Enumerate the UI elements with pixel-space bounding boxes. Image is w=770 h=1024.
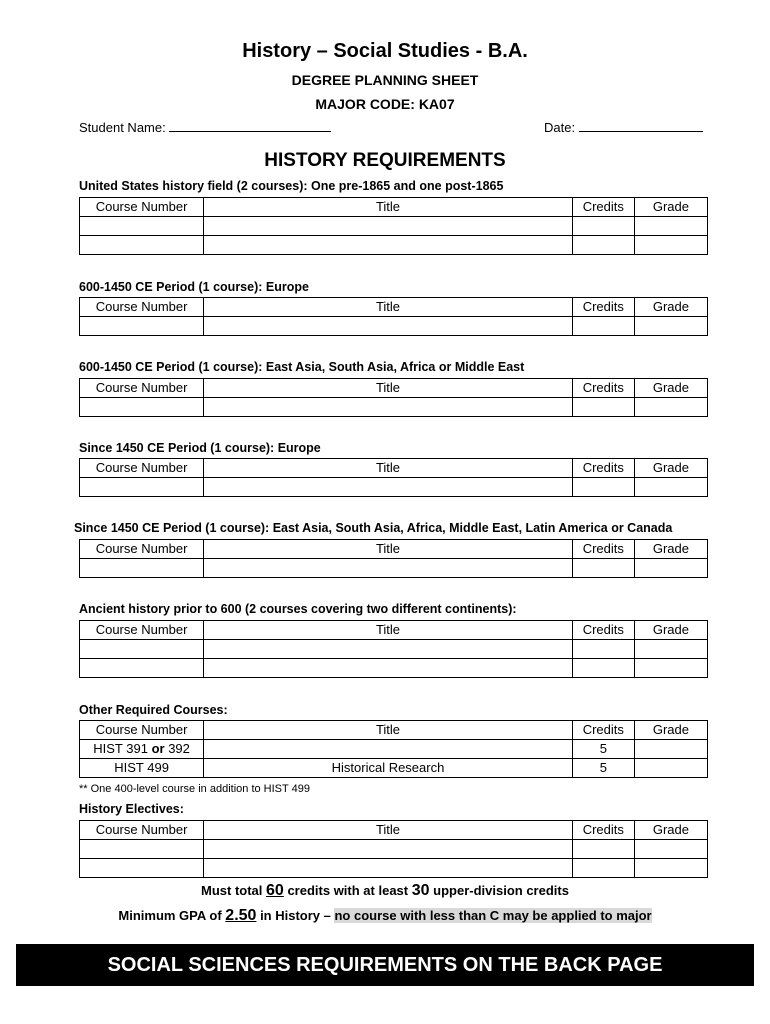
header-credits: Credits	[572, 721, 634, 740]
course-option-b: 392	[168, 741, 190, 756]
header-title: Title	[204, 198, 573, 217]
gpa-line	[0, 907, 770, 925]
table-header-row	[80, 198, 708, 217]
title-cell[interactable]	[204, 840, 573, 859]
header-credits: Credits	[572, 821, 634, 840]
course-table-ancient-history	[79, 620, 708, 678]
table-header-row	[80, 459, 708, 478]
gpa-text-b: in History –	[260, 908, 331, 923]
course-or: or	[151, 741, 165, 756]
header-credits: Credits	[572, 540, 634, 559]
grade-cell[interactable]	[634, 859, 707, 878]
title-cell[interactable]	[204, 559, 573, 578]
table-row	[80, 859, 708, 878]
credits-cell[interactable]	[572, 840, 634, 859]
table-row	[80, 740, 708, 759]
header-grade: Grade	[634, 821, 707, 840]
gpa-text-a: Minimum GPA of	[118, 908, 222, 923]
course-table-us-history	[79, 197, 708, 255]
table-header-row	[80, 821, 708, 840]
grade-cell[interactable]	[634, 217, 707, 236]
header-title: Title	[204, 379, 573, 398]
header-course-number: Course Number	[80, 379, 204, 398]
table-header-row	[80, 298, 708, 317]
group-label-since-1450-europe: Since 1450 CE Period (1 course): Europe	[79, 441, 321, 455]
table-row	[80, 759, 708, 778]
student-name-field[interactable]	[169, 119, 331, 132]
student-name-label: Student Name:	[79, 120, 166, 135]
table-row	[80, 840, 708, 859]
group-label-ancient-history: Ancient history prior to 600 (2 courses covering two different continents):	[79, 602, 517, 616]
header-title: Title	[204, 459, 573, 478]
credits-cell[interactable]	[572, 659, 634, 678]
course-table-other-required	[79, 720, 708, 778]
credits-cell[interactable]	[572, 217, 634, 236]
course-option-a: HIST 391	[93, 741, 148, 756]
header-grade: Grade	[634, 721, 707, 740]
header-credits: Credits	[572, 621, 634, 640]
page-title: History – Social Studies - B.A.	[242, 40, 528, 62]
group-label-since-1450-world: Since 1450 CE Period (1 course): East Asia, South Asia, Africa, Middle East, Latin America or Canada	[74, 521, 673, 535]
grade-cell[interactable]	[634, 559, 707, 578]
header-course-number: Course Number	[80, 198, 204, 217]
title-cell: Historical Research	[204, 759, 573, 778]
grade-cell[interactable]	[634, 317, 707, 336]
table-header-row	[80, 621, 708, 640]
header-credits: Credits	[572, 379, 634, 398]
table-row	[80, 640, 708, 659]
table-row	[80, 478, 708, 497]
header-credits: Credits	[572, 198, 634, 217]
credits-cell[interactable]	[572, 478, 634, 497]
credits-cell[interactable]	[572, 640, 634, 659]
course-table-600-1450-asia-africa	[79, 378, 708, 417]
credits-cell[interactable]	[572, 559, 634, 578]
header-title: Title	[204, 821, 573, 840]
grade-cell[interactable]	[634, 640, 707, 659]
title-cell[interactable]	[204, 398, 573, 417]
date-row	[544, 119, 703, 135]
course-table-600-1450-europe	[79, 297, 708, 336]
group-label-us-history: United States history field (2 courses): One pre-1865 and one post-1865	[79, 179, 504, 193]
major-code: MAJOR CODE: KA07	[315, 96, 455, 112]
total-credits-value: 60	[266, 882, 284, 899]
footnote: ** One 400-level course in addition to HIST 499	[79, 783, 310, 795]
table-row	[80, 217, 708, 236]
table-header-row	[80, 540, 708, 559]
course-number-cell[interactable]	[80, 840, 204, 859]
group-label-other-required: Other Required Courses:	[79, 703, 228, 717]
header-course-number: Course Number	[80, 621, 204, 640]
grade-cell[interactable]	[634, 236, 707, 255]
group-label-600-1450-europe: 600-1450 CE Period (1 course): Europe	[79, 280, 309, 294]
gpa-text-c: no course with less than C may be applied to major	[334, 908, 652, 923]
total-text-a: Must total	[201, 883, 263, 898]
grade-cell[interactable]	[634, 398, 707, 417]
group-label-history-electives: History Electives:	[79, 802, 184, 816]
course-number-cell[interactable]	[80, 559, 204, 578]
header-grade: Grade	[634, 540, 707, 559]
header-grade: Grade	[634, 459, 707, 478]
course-number-cell[interactable]	[80, 236, 204, 255]
credits-cell: 5	[572, 740, 634, 759]
header-course-number: Course Number	[80, 540, 204, 559]
header-course-number: Course Number	[80, 298, 204, 317]
course-number-cell[interactable]	[80, 478, 204, 497]
header-grade: Grade	[634, 298, 707, 317]
course-number-cell: HIST 499	[80, 759, 204, 778]
table-row	[80, 317, 708, 336]
table-row	[80, 659, 708, 678]
upper-division-value: 30	[411, 882, 430, 899]
total-text-b: credits with at least	[287, 883, 409, 898]
section-title: HISTORY REQUIREMENTS	[264, 150, 506, 171]
date-label: Date:	[544, 120, 576, 135]
header-course-number: Course Number	[80, 821, 204, 840]
credits-cell[interactable]	[572, 317, 634, 336]
date-field[interactable]	[579, 119, 703, 132]
total-text-c: upper-division credits	[433, 883, 569, 898]
course-number-cell[interactable]	[80, 398, 204, 417]
course-number-cell[interactable]	[80, 317, 204, 336]
grade-cell[interactable]	[634, 740, 707, 759]
grade-cell[interactable]	[634, 478, 707, 497]
table-header-row	[80, 379, 708, 398]
header-title: Title	[204, 721, 573, 740]
grade-cell[interactable]	[634, 840, 707, 859]
course-table-since-1450-world	[79, 539, 708, 578]
table-header-row	[80, 721, 708, 740]
table-row	[80, 398, 708, 417]
title-cell[interactable]	[204, 740, 573, 759]
course-number-cell[interactable]	[80, 859, 204, 878]
course-table-since-1450-europe	[79, 458, 708, 497]
header-grade: Grade	[634, 379, 707, 398]
page-subtitle: DEGREE PLANNING SHEET	[291, 72, 479, 88]
table-row	[80, 236, 708, 255]
header-credits: Credits	[572, 459, 634, 478]
title-cell[interactable]	[204, 217, 573, 236]
course-table-history-electives	[79, 820, 708, 878]
course-number-cell[interactable]	[80, 217, 204, 236]
credits-cell: 5	[572, 759, 634, 778]
header-title: Title	[204, 621, 573, 640]
table-row	[80, 559, 708, 578]
title-cell[interactable]	[204, 317, 573, 336]
title-cell[interactable]	[204, 640, 573, 659]
student-name-row	[79, 119, 331, 135]
header-grade: Grade	[634, 621, 707, 640]
credits-cell[interactable]	[572, 859, 634, 878]
gpa-value: 2.50	[225, 907, 257, 924]
title-cell[interactable]	[204, 478, 573, 497]
header-course-number: Course Number	[80, 459, 204, 478]
header-title: Title	[204, 540, 573, 559]
credits-cell[interactable]	[572, 398, 634, 417]
course-number-cell	[80, 740, 204, 759]
title-cell[interactable]	[204, 659, 573, 678]
credit-total-line	[0, 882, 770, 900]
course-number-cell[interactable]	[80, 640, 204, 659]
header-course-number: Course Number	[80, 721, 204, 740]
credits-cell[interactable]	[572, 236, 634, 255]
header-title: Title	[204, 298, 573, 317]
group-label-600-1450-asia-africa: 600-1450 CE Period (1 course): East Asia, South Asia, Africa or Middle East	[79, 360, 525, 374]
grade-cell[interactable]	[634, 659, 707, 678]
title-cell[interactable]	[204, 236, 573, 255]
back-page-banner: SOCIAL SCIENCES REQUIREMENTS ON THE BACK PAGE	[16, 944, 754, 986]
grade-cell[interactable]	[634, 759, 707, 778]
header-credits: Credits	[572, 298, 634, 317]
course-number-cell[interactable]	[80, 659, 204, 678]
title-cell[interactable]	[204, 859, 573, 878]
header-grade: Grade	[634, 198, 707, 217]
